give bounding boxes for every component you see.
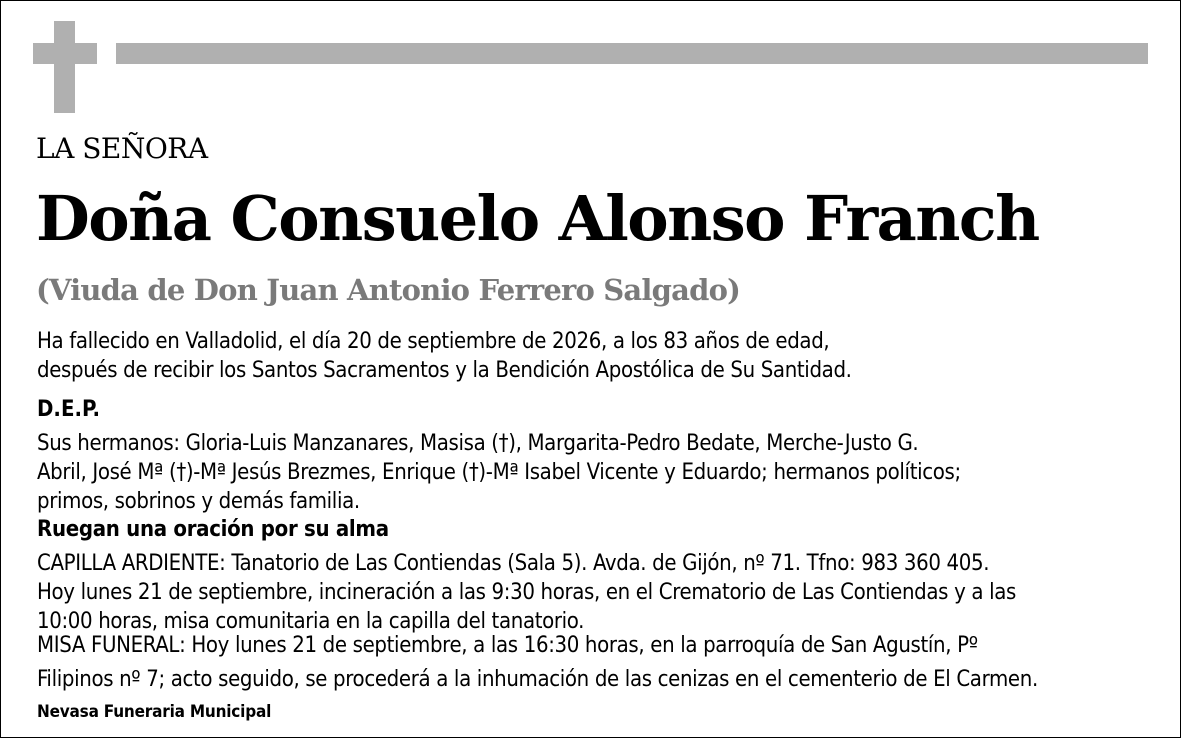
chapel-line: 10:00 horas, misa comunitaria en la capilla del tanatorio.	[37, 609, 585, 634]
funeral-line: Filipinos nº 7; acto seguido, se procederá a la inhumación de las cenizas en el cementerio de El Carmen.	[37, 667, 1038, 692]
prayer-request: Ruegan una oración por su alma	[37, 517, 389, 542]
announcement-line: Ha fallecido en Valladolid, el día 20 de septiembre de 2026, a los 83 años de edad,	[37, 329, 830, 354]
funeral-line: MISA FUNERAL: Hoy lunes 21 de septiembre, a las 16:30 horas, en la parroquía de San Agustín, Pº	[37, 633, 978, 658]
dep-label: D.E.P.	[37, 397, 100, 422]
chapel-line: CAPILLA ARDIENTE: Tanatorio de Las Contiendas (Sala 5). Avda. de Gijón, nº 71. Tfno: 983 360 405.	[37, 551, 990, 576]
family-list	[37, 429, 1157, 516]
chapel-line: Hoy lunes 21 de septiembre, incineración a las 9:30 horas, en el Crematorio de Las Contiendas y a las	[37, 580, 1016, 605]
funeral-home-name: Nevasa Funeraria Municipal	[37, 702, 272, 722]
announcement-line: después de recibir los Santos Sacramentos y la Bendición Apostólica de Su Santidad.	[37, 358, 852, 383]
header-rule	[116, 43, 1148, 64]
death-announcement	[37, 327, 1157, 385]
widow-subtitle: (Viuda de Don Juan Antonio Ferrero Salgado)	[36, 273, 741, 307]
cross-horizontal-bar	[33, 43, 97, 64]
family-line: primos, sobrinos y demás familia.	[37, 489, 360, 514]
chapel-info	[37, 549, 1157, 636]
family-line: Abril, José Mª (†)-Mª Jesús Brezmes, Enrique (†)-Mª Isabel Vicente y Eduardo; hermanos políticos;	[37, 460, 961, 485]
honorific-label: LA SEÑORA	[36, 132, 208, 165]
funeral-mass-info	[37, 629, 1157, 697]
cross-vertical-bar	[54, 21, 75, 113]
family-line: Sus hermanos: Gloria-Luis Manzanares, Masisa (†), Margarita-Pedro Bedate, Merche-Justo G.	[37, 431, 919, 456]
deceased-name: Doña Consuelo Alonso Franch	[36, 182, 1039, 255]
